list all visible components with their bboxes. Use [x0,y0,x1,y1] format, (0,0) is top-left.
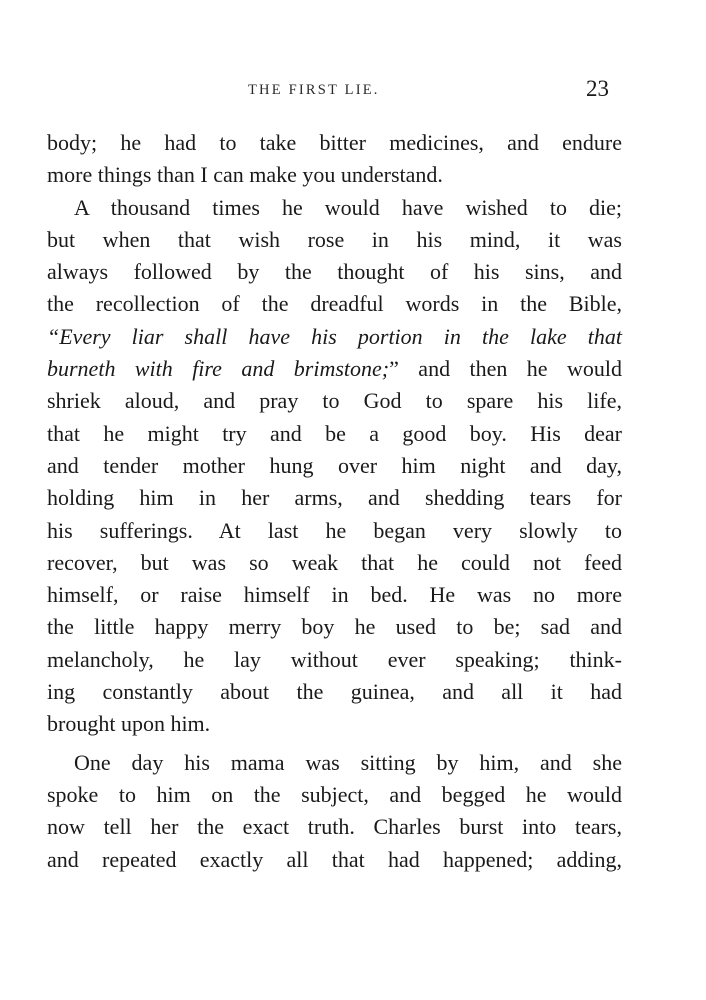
paragraph-first-line: A thousand times he would have wished to die; [74,194,622,220]
text-line: and tender mother hung over him night and day, [47,452,622,478]
paragraph-last-line: brought upon him. [47,711,211,737]
scripture-quote-line: “Every liar shall have his portion in the lake that [47,323,622,349]
text-line: more things than I can make you understand. [47,162,443,188]
page-number: 23 [586,76,609,101]
text-line: shriek aloud, and pray to God to spare his life, [47,388,622,414]
text-line: spoke to him on the subject, and begged he would [47,781,622,807]
text-line: holding him in her arms, and shedding tears for [47,485,622,511]
text-line: recover, but was so weak that he could not feed [47,549,622,575]
running-title: THE FIRST LIE. [248,82,380,98]
text-line: body; he had to take bitter medicines, and endure [47,130,622,155]
scripture-quote-end: burneth with fire and brimstone; [47,356,390,382]
text-line: melancholy, he lay without ever speaking; think- [47,646,622,672]
text-line-remainder: ” and then he would [389,356,622,382]
text-line: the little happy merry boy he used to be; sad and [47,614,622,640]
running-head [0,78,706,108]
text-line: himself, or raise himself in bed. He was no more [47,582,622,608]
text-line: but when that wish rose in his mind, it was [47,226,622,252]
text-line: always followed by the thought of his sins, and [47,259,622,285]
paragraph-first-line: One day his mama was sitting by him, and she [74,749,622,775]
text-line: ing constantly about the guinea, and all it had [47,679,622,705]
text-line: and repeated exactly all that had happened; adding, [47,846,622,872]
text-line: the recollection of the dreadful words in the Bible, [47,291,622,317]
page-body [47,127,622,876]
text-line: his sufferings. At last he began very slowly to [47,517,622,543]
text-line: now tell her the exact truth. Charles burst into tears, [47,814,622,840]
text-line: that he might try and be a good boy. His dear [47,420,622,446]
text-line [47,353,622,385]
